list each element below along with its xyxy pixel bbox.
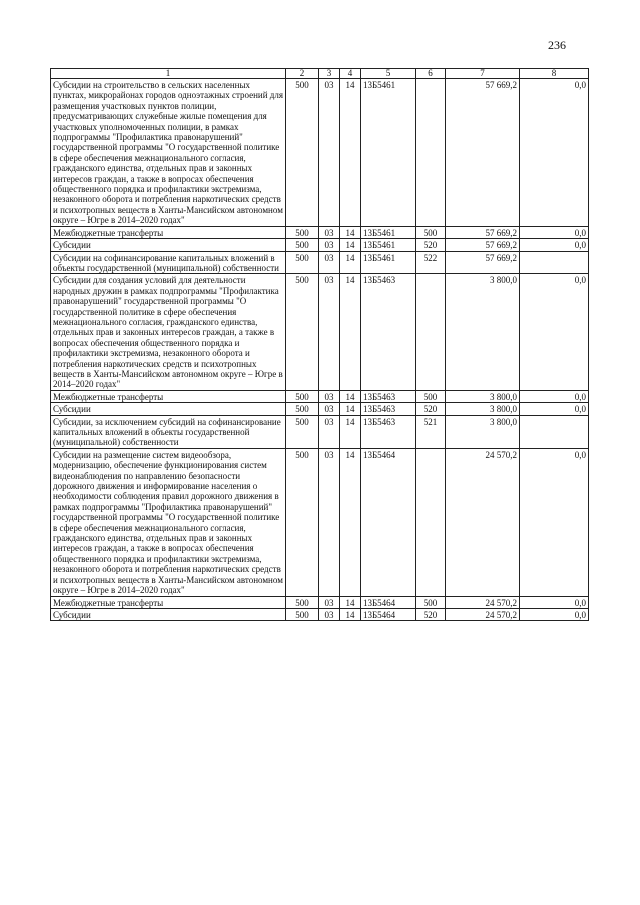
second-value: 0,0 — [520, 239, 589, 251]
expense-type: 520 — [416, 608, 446, 620]
second-value: 0,0 — [520, 596, 589, 608]
table-row — [51, 239, 589, 251]
admin-code: 500 — [286, 239, 319, 251]
amount-value: 57 669,2 — [446, 226, 520, 238]
column-header: 3 — [319, 69, 340, 79]
expense-type: 500 — [416, 390, 446, 402]
expense-type: 520 — [416, 403, 446, 415]
second-value: 0,0 — [520, 79, 589, 227]
section-code: 03 — [319, 251, 340, 274]
target-article: 13Б5463 — [361, 274, 416, 390]
admin-code: 500 — [286, 226, 319, 238]
subsection-code: 14 — [340, 79, 361, 227]
expense-type: 521 — [416, 415, 446, 448]
target-article: 13Б5461 — [361, 79, 416, 227]
admin-code: 500 — [286, 403, 319, 415]
second-value: 0,0 — [520, 226, 589, 238]
amount-value: 3 800,0 — [446, 415, 520, 448]
section-code: 03 — [319, 608, 340, 620]
section-code: 03 — [319, 274, 340, 390]
section-code: 03 — [319, 403, 340, 415]
expense-type: 500 — [416, 226, 446, 238]
admin-code: 500 — [286, 390, 319, 402]
row-description: Межбюджетные трансферты — [51, 596, 286, 608]
target-article: 13Б5464 — [361, 596, 416, 608]
second-value: 0,0 — [520, 390, 589, 402]
amount-value: 3 800,0 — [446, 403, 520, 415]
second-value — [520, 415, 589, 448]
section-code: 03 — [319, 239, 340, 251]
subsection-code: 14 — [340, 226, 361, 238]
admin-code: 500 — [286, 596, 319, 608]
subsection-code: 14 — [340, 608, 361, 620]
admin-code: 500 — [286, 79, 319, 227]
column-header: 4 — [340, 69, 361, 79]
target-article: 13Б5464 — [361, 448, 416, 596]
table-row — [51, 390, 589, 402]
table-body — [51, 69, 589, 621]
amount-value: 24 570,2 — [446, 596, 520, 608]
amount-value: 24 570,2 — [446, 608, 520, 620]
subsection-code: 14 — [340, 251, 361, 274]
column-header: 6 — [416, 69, 446, 79]
section-code: 03 — [319, 79, 340, 227]
row-description: Субсидии для создания условий для деятельности народных дружин в рамках подпрограммы "Профилактика правонарушений" государственной программы "О государственной политике в сфере обеспечения межнационального согласия, гражданского единства, отдельных прав и законных интересов граждан, а также в вопросах обеспечения общественного порядка и профилактики экстремизма, незаконного оборота и потребления наркотических средств и психотропных веществ в Ханты-Мансийском автономном округе – Югре в 2014–2020 годах" — [51, 274, 286, 390]
amount-value: 3 800,0 — [446, 274, 520, 390]
expense-type — [416, 448, 446, 596]
table-row — [51, 226, 589, 238]
subsection-code: 14 — [340, 274, 361, 390]
column-header: 1 — [51, 69, 286, 79]
target-article: 13Б5461 — [361, 239, 416, 251]
section-code: 03 — [319, 596, 340, 608]
table-row — [51, 251, 589, 274]
row-description: Субсидии — [51, 403, 286, 415]
column-header: 2 — [286, 69, 319, 79]
subsection-code: 14 — [340, 390, 361, 402]
column-header: 7 — [446, 69, 520, 79]
subsection-code: 14 — [340, 403, 361, 415]
table-row — [51, 415, 589, 448]
second-value: 0,0 — [520, 403, 589, 415]
admin-code: 500 — [286, 415, 319, 448]
section-code: 03 — [319, 415, 340, 448]
second-value: 0,0 — [520, 608, 589, 620]
subsection-code: 14 — [340, 415, 361, 448]
table-row — [51, 596, 589, 608]
second-value — [520, 251, 589, 274]
expense-type: 520 — [416, 239, 446, 251]
amount-value: 57 669,2 — [446, 79, 520, 227]
target-article: 13Б5463 — [361, 415, 416, 448]
column-header: 5 — [361, 69, 416, 79]
expense-type: 500 — [416, 596, 446, 608]
target-article: 13Б5463 — [361, 390, 416, 402]
table-row — [51, 608, 589, 620]
row-description: Субсидии на софинансирование капитальных вложений в объекты государственной (муниципальной) собственности — [51, 251, 286, 274]
row-description: Субсидии, за исключением субсидий на софинансирование капитальных вложений в объекты государственной (муниципальной) собственности — [51, 415, 286, 448]
second-value: 0,0 — [520, 274, 589, 390]
second-value: 0,0 — [520, 448, 589, 596]
header-row — [51, 69, 589, 79]
admin-code: 500 — [286, 251, 319, 274]
expense-type: 522 — [416, 251, 446, 274]
column-header: 8 — [520, 69, 589, 79]
admin-code: 500 — [286, 274, 319, 390]
row-description: Субсидии — [51, 608, 286, 620]
target-article: 13Б5461 — [361, 226, 416, 238]
row-description: Субсидии — [51, 239, 286, 251]
target-article: 13Б5461 — [361, 251, 416, 274]
budget-table — [50, 68, 589, 621]
amount-value: 57 669,2 — [446, 251, 520, 274]
admin-code: 500 — [286, 608, 319, 620]
amount-value: 24 570,2 — [446, 448, 520, 596]
subsection-code: 14 — [340, 239, 361, 251]
amount-value: 57 669,2 — [446, 239, 520, 251]
section-code: 03 — [319, 390, 340, 402]
row-description: Межбюджетные трансферты — [51, 226, 286, 238]
expense-type — [416, 274, 446, 390]
row-description: Субсидии на размещение систем видеообзора, модернизацию, обеспечение функционирования систем видеонаблюдения по направлению безопасности дорожного движения и информирование населения о необходимости соблюдения правил дорожного движения в рамках подпрограммы "Профилактика правонарушений" государственной программы "О государственной политике в сфере обеспечения межнационального согласия, гражданского единства, отдельных прав и законных интересов граждан, а также в вопросах обеспечения общественного порядка и профилактики экстремизма, незаконного оборота и потребления наркотических средств и психотропных веществ в Ханты-Мансийском автономном округе – Югре в 2014–2020 годах" — [51, 448, 286, 596]
page-number: 236 — [548, 38, 566, 52]
amount-value: 3 800,0 — [446, 390, 520, 402]
target-article: 13Б5464 — [361, 608, 416, 620]
table-row — [51, 79, 589, 227]
section-code: 03 — [319, 226, 340, 238]
subsection-code: 14 — [340, 448, 361, 596]
subsection-code: 14 — [340, 596, 361, 608]
table-row — [51, 403, 589, 415]
table-row — [51, 448, 589, 596]
table-row — [51, 274, 589, 390]
target-article: 13Б5463 — [361, 403, 416, 415]
section-code: 03 — [319, 448, 340, 596]
expense-type — [416, 79, 446, 227]
row-description: Межбюджетные трансферты — [51, 390, 286, 402]
admin-code: 500 — [286, 448, 319, 596]
row-description: Субсидии на строительство в сельских населенных пунктах, микрорайонах городов одноэтажных строений для размещения участковых пунктов полиции, предусматривающих служебные жилые помещения для участковых уполномоченных полиции, в рамках подпрограммы "Профилактика правонарушений" государственной программы "О государственной политике в сфере обеспечения межнационального согласия, гражданского единства, отдельных прав и законных интересов граждан, а также в вопросах обеспечения общественного порядка и профилактики экстремизма, незаконного оборота и потребления наркотических средств и психотропных веществ в Ханты-Мансийском автономном округе – Югре в 2014–2020 годах" — [51, 79, 286, 227]
